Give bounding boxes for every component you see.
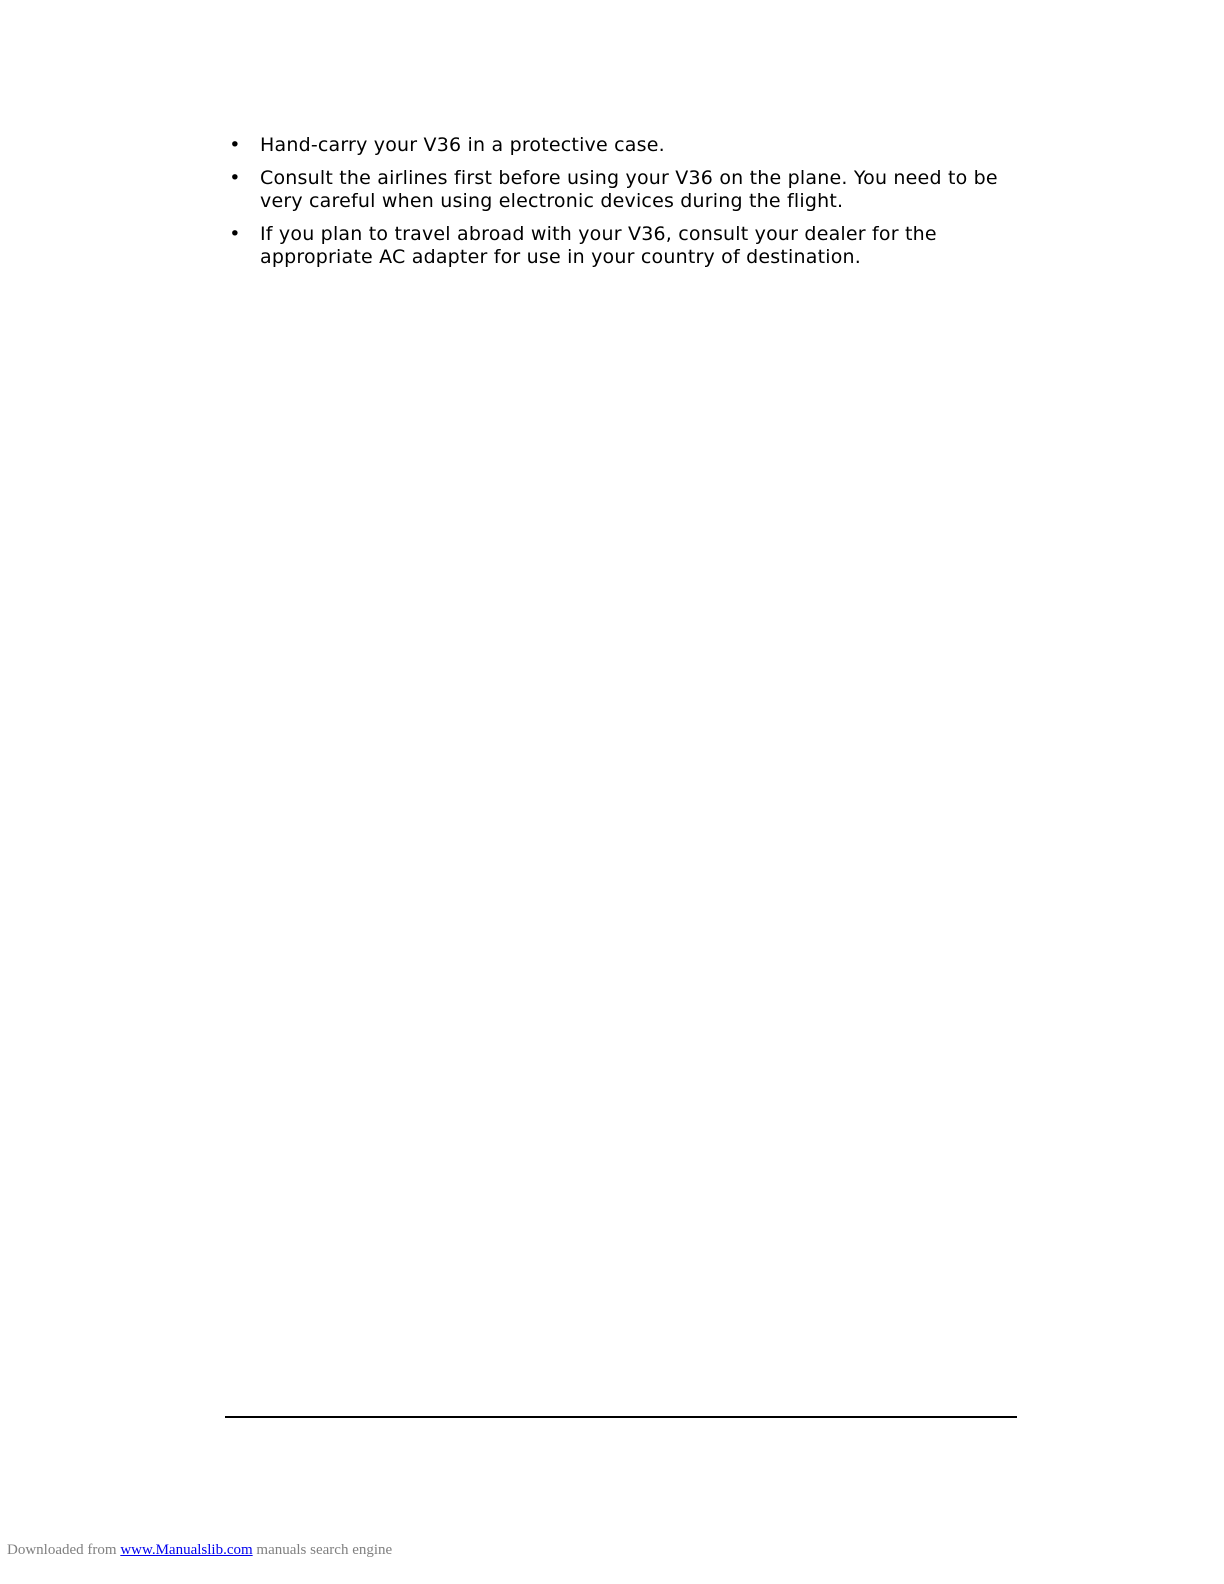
list-item-text: Consult the airlines first before using your V36 on the plane. You need to be very careful when using electronic devices during the flight. bbox=[260, 167, 998, 212]
manualslib-link[interactable]: www.Manualslib.com bbox=[120, 1542, 253, 1558]
footer-prefix: Downloaded from bbox=[7, 1542, 121, 1558]
download-footer bbox=[7, 1542, 392, 1559]
list-item bbox=[228, 134, 1018, 157]
bullet-list bbox=[228, 134, 1018, 269]
footer-divider bbox=[225, 1416, 1017, 1418]
list-item-text: Hand-carry your V36 in a protective case. bbox=[260, 134, 665, 156]
bullet-icon: • bbox=[229, 134, 241, 156]
footer-suffix: manuals search engine bbox=[252, 1542, 393, 1558]
bullet-icon: • bbox=[229, 167, 241, 189]
bullet-icon: • bbox=[229, 223, 241, 245]
page-content bbox=[228, 134, 1018, 279]
list-item bbox=[228, 223, 1018, 269]
list-item bbox=[228, 167, 1018, 213]
list-item-text: If you plan to travel abroad with your V36, consult your dealer for the appropriate AC adapter for use in your country of destination. bbox=[260, 223, 937, 268]
